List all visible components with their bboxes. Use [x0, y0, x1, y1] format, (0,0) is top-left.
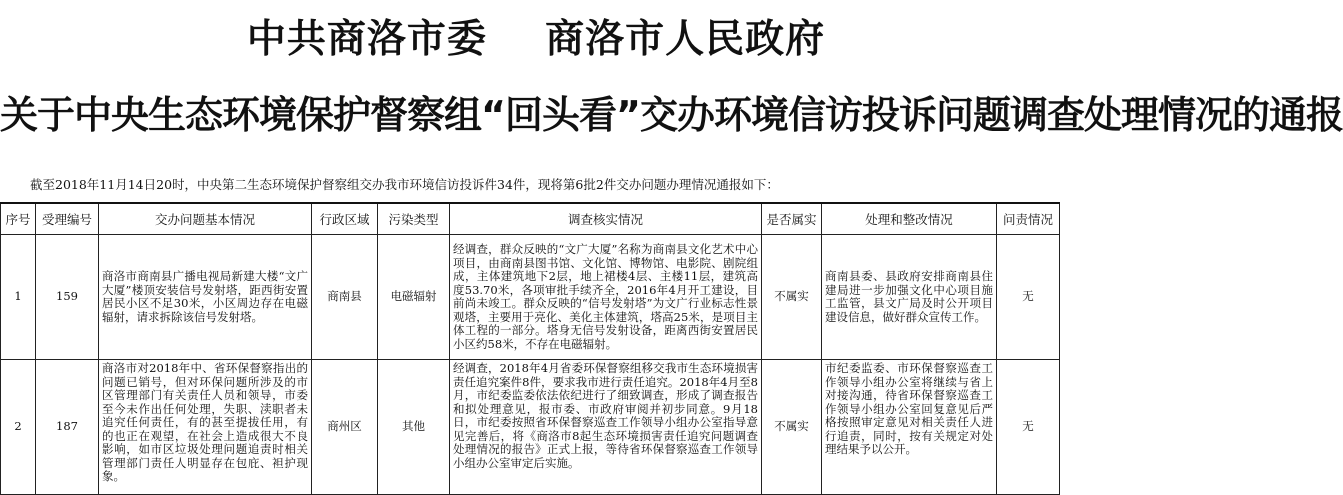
cell-verified: 不属实	[762, 360, 822, 495]
title-subject: 关于中央生态环境保护督察组“回头看”交办环境信访投诉问题调查处理情况的通报	[0, 93, 1343, 137]
cell-investigation: 经调查，群众反映的“文广大厦”名称为商南县文化艺术中心项目，由商南县图书馆、文化馆、博物馆、电影院、剧院组成，主体建筑地下2层，地上裙楼4层、主楼11层，建筑高度53.70米，各项审批手续齐全，2016年4月开工建设，目前尚未竣工。群众反映的“信号发射塔”为文广行业标志性景观塔，主要用于亮化、美化主体建筑，塔高25米，是项目主体工程的一部分。塔身无信号发射设备，距离西街安置居民小区约58米，不存在电磁辐射。	[450, 235, 762, 360]
table-row	[1, 235, 1060, 360]
col-header-region: 行政区域	[312, 203, 378, 235]
cell-id: 187	[36, 360, 99, 495]
col-header-handling: 处理和整改情况	[822, 203, 997, 235]
col-header-seq: 序号	[1, 203, 36, 235]
col-header-verified: 是否属实	[762, 203, 822, 235]
cell-accountability: 无	[997, 235, 1060, 360]
cell-investigation: 经调查，2018年4月省委环保督察组移交我市生态环境损害责任追究案件8件，要求我市进行责任追究。2018年4月至8月，市纪委监委依法依纪进行了细致调查，形成了调查报告和拟处理意见，报市委、市政府审阅并初步同意。9月18日，市纪委按照省环保督察巡查工作领导小组办公室指导意见完善后，将《商洛市8起生态环境损害责任追究问题调查处理情况的报告》正式上报，等待省环保督察巡查工作领导小组办公室审定后实施。	[450, 360, 762, 495]
intro-text: 截至2018年11月14日20时，中央第二生态环境保护督察组交办我市环境信访投诉件34件，现将第6批2件交办问题办理情况通报如下：	[30, 177, 779, 192]
cell-region: 商州区	[312, 360, 378, 495]
title-issuers: 中共商洛市委 商洛市人民政府	[246, 17, 826, 62]
cell-seq: 1	[1, 235, 36, 360]
cell-pollution: 电磁辐射	[378, 235, 450, 360]
col-header-pollution: 污染类型	[378, 203, 450, 235]
col-header-issue: 交办问题基本情况	[99, 203, 312, 235]
cell-handling: 商南县委、县政府安排商南县住建局进一步加强文化中心项目施工监管，县文广局及时公开项目建设信息，做好群众宣传工作。	[822, 235, 997, 360]
report-table	[0, 202, 1060, 495]
col-header-id: 受理编号	[36, 203, 99, 235]
col-header-accountability: 问责情况	[997, 203, 1060, 235]
cell-issue: 商洛市商南县广播电视局新建大楼“文广大厦”楼顶安装信号发射塔，距西街安置居民小区不足30米，小区周边存在电磁辐射，请求拆除该信号发射塔。	[99, 235, 312, 360]
header-row	[1, 203, 1060, 235]
cell-issue: 商洛市对2018年中、省环保督察指出的问题已销号，但对环保问题所涉及的市区管理部门有关责任人员和领导，市委至今未作出任何处理，失职、渎职者未追究任何责任，有的甚至提拔任用，有的也正在观望，在社会上造成很大不良影响，如市区垃圾处理问题追责时相关管理部门责任人明显存在包庇、袒护现象。	[99, 360, 312, 495]
cell-seq: 2	[1, 360, 36, 495]
cell-id: 159	[36, 235, 99, 360]
cell-verified: 不属实	[762, 235, 822, 360]
cell-region: 商南县	[312, 235, 378, 360]
table-row	[1, 360, 1060, 495]
cell-accountability: 无	[997, 360, 1060, 495]
cell-pollution: 其他	[378, 360, 450, 495]
cell-handling: 市纪委监委、市环保督察巡查工作领导小组办公室将继续与省上对接沟通，待省环保督察巡查工作领导小组办公室回复意见后严格按照审定意见对相关责任人进行追责，同时，按有关规定对处理结果予以公开。	[822, 360, 997, 495]
col-header-investigation: 调查核实情况	[450, 203, 762, 235]
